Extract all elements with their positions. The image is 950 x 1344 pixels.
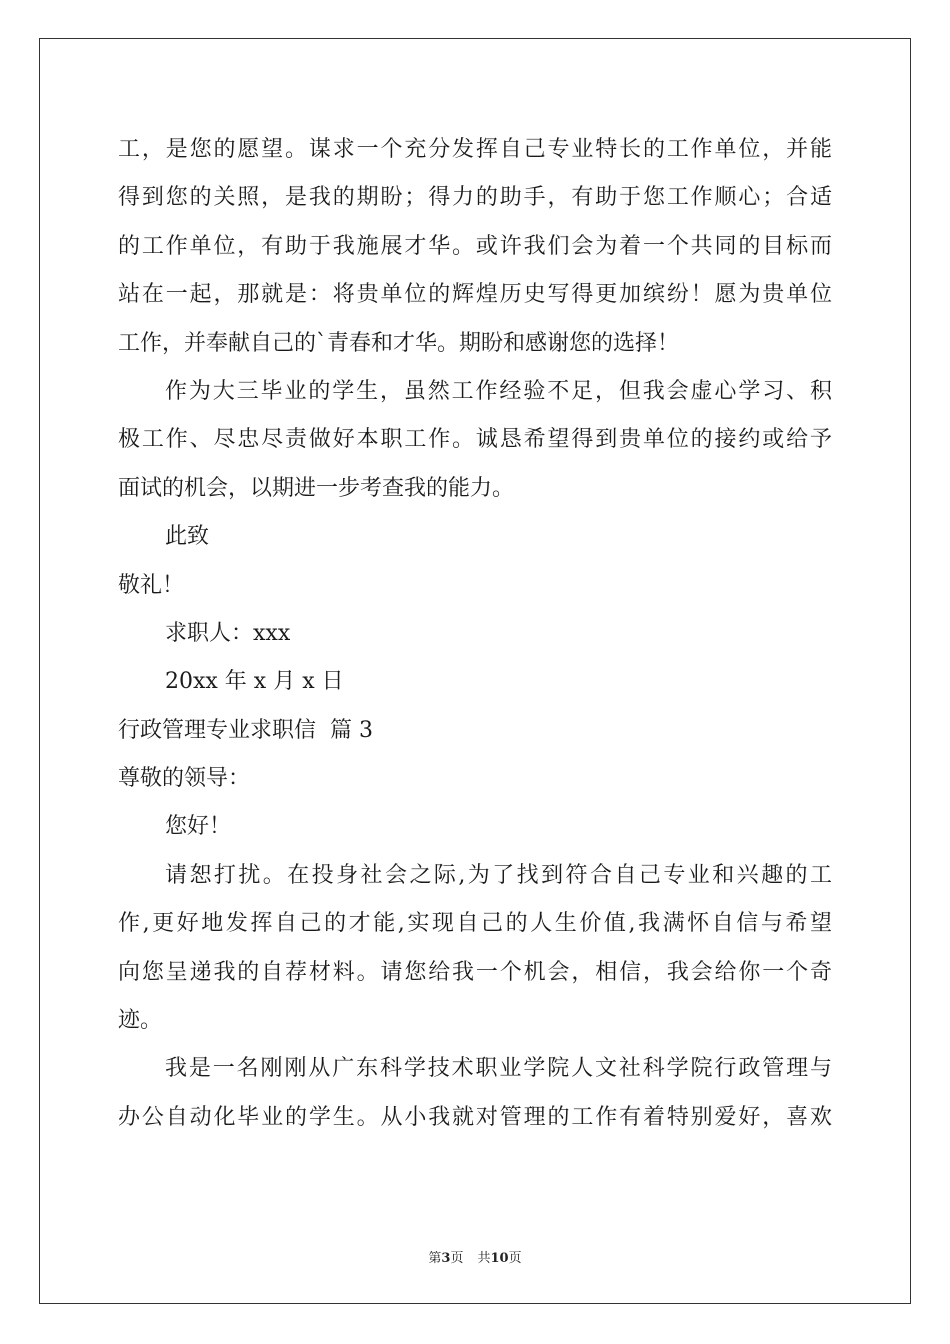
- page-prefix: 第: [428, 1251, 442, 1266]
- text-line: 站在一起，那就是：将贵单位的辉煌历史写得更加缤纷！愿为贵单位: [118, 282, 832, 308]
- text-line: 面试的机会，以期进一步考查我的能力。: [118, 475, 515, 501]
- closing-regards: 敬礼！: [118, 572, 185, 598]
- section-title: 行政管理专业求职信 篇 3: [118, 717, 373, 743]
- letter-date: 20xx 年 x 月 x 日: [165, 669, 344, 695]
- text-line: 工，是您的愿望。谋求一个充分发挥自己专业特长的工作单位，并能: [118, 137, 832, 162]
- page-number: 3: [441, 1251, 451, 1266]
- total-suffix: 页: [508, 1251, 522, 1266]
- text-line: 得到您的关照，是我的期盼；得力的助手，有助于您工作顺心；合适: [118, 185, 832, 211]
- text-line: 工作，并奉献自己的`青春和才华。期盼和感谢您的选择！: [118, 330, 680, 356]
- greeting-recipient: 尊敬的领导：: [118, 766, 251, 792]
- total-prefix: 共: [477, 1251, 491, 1266]
- paragraph-first-line: 请恕打扰。在投身社会之际,为了找到符合自己专业和兴趣的工: [165, 862, 832, 888]
- paragraph-first-line: 我是一名刚刚从广东科学技术职业学院人文社科学院行政管理与: [165, 1056, 832, 1082]
- text-line: 作,更好地发挥自己的才能,实现自己的人生价值,我满怀自信与希望: [118, 911, 832, 937]
- document-body: [118, 126, 832, 1142]
- paragraph-first-line: 作为大三毕业的学生，虽然工作经验不足，但我会虚心学习、积: [165, 378, 832, 404]
- greeting-hello: 您好！: [165, 814, 232, 840]
- applicant-signature: 求职人：xxx: [165, 620, 291, 646]
- text-line: 办公自动化毕业的学生。从小我就对管理的工作有着特别爱好，喜欢: [118, 1104, 832, 1130]
- text-line: 的工作单位，有助于我施展才华。或许我们会为着一个共同的目标而: [118, 233, 832, 259]
- text-line: 迹。: [118, 1008, 163, 1034]
- page-footer: [0, 1247, 950, 1266]
- closing-salutation: 此致: [165, 524, 210, 550]
- total-pages: 10: [490, 1251, 509, 1266]
- text-line: 极工作、尽忠尽责做好本职工作。诚恳希望得到贵单位的接约或给予: [118, 427, 832, 453]
- text-line: 向您呈递我的自荐材料。请您给我一个机会，相信，我会给你一个奇: [118, 959, 832, 985]
- page-suffix: 页: [450, 1251, 464, 1266]
